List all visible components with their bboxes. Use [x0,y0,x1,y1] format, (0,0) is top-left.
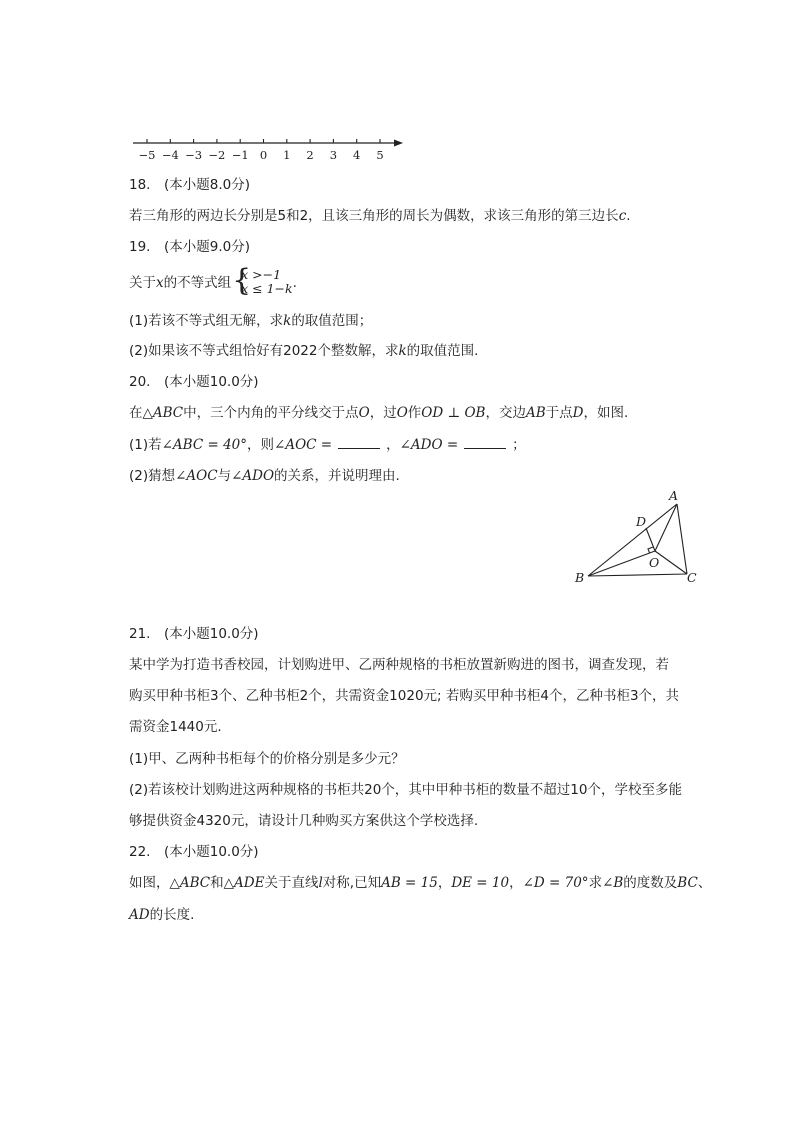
number-line-label: −4 [161,148,179,162]
q20-part1-a: (1)若 [129,437,162,453]
q20-point-o: O [358,405,370,421]
q19-intro [129,263,297,298]
side-ab [588,504,677,576]
q19-part2-a: (2)如果该不等式组恰好有2022个整数解，求 [129,343,399,359]
q22-text-7: 求 [588,875,603,891]
q18-text-body: 若三角形的两边长分别是5和2，且该三角形的周长为偶数，求该三角形的第三边长 [129,208,619,224]
q20-text-6: 于点 [545,405,573,421]
q22-text-2: 和 [210,875,224,891]
q22-statement-2 [129,906,194,924]
q20-part2-angle-ado: ∠ADO [231,468,275,484]
q20-part1-d: ； [512,437,526,453]
answer-blank-ado[interactable] [464,436,506,449]
q20-part1-c: ， [386,437,400,453]
system-row-1: x >−1 [241,267,282,282]
q18-var-c: c [618,208,627,224]
q22-text-3: 关于直线 [264,875,319,891]
label-d: D [636,514,647,529]
triangle-figure [568,486,708,590]
q20-header: 20. (本小题10.0分) [129,374,259,390]
q19-intro-end: . [292,275,297,291]
q22-angle-b: ∠B [602,875,624,891]
number-line [128,134,408,166]
q22-text-5: ， [437,875,452,891]
q20-part2-a: (2)猜想 [129,468,176,484]
q19-part1-var: k [283,313,292,329]
q21-part2-line-1: (2)若该校计划购进这两种规格的书柜共20个，其中甲种书柜的数量不超过10个，学校至多能 [129,782,682,798]
system-brace: { [232,263,252,298]
label-b: B [575,570,585,585]
q22-text-8: 的度数及 [623,875,678,891]
q22-ab-value: AB = 15 [381,875,438,891]
q19-part2-var: k [398,343,407,359]
q20-part2-c: 的关系，并说明理由. [274,468,400,484]
segment-oa [655,504,677,551]
q19-intro-b: 的不等式组 [163,275,232,291]
q19-part2-b: 的取值范围. [406,343,479,359]
q19-part1-b: 的取值范围； [291,313,373,329]
q18-text-end: . [626,208,631,224]
q20-text-7: ，如图. [583,405,629,421]
q20-text-1: 在 [129,405,143,421]
q19-var-x: x [156,275,164,291]
number-line-label: 5 [376,148,384,162]
q20-text-5: ，交边 [485,405,526,421]
q22-triangle-ade: △ADE [223,875,265,891]
q20-part1 [129,436,526,454]
q22-angle-d: ∠D = 70° [522,875,589,891]
number-line-label: −1 [231,148,249,162]
number-line-label: 3 [329,148,338,162]
q20-part2 [129,467,400,485]
q21-part2-line-2: 够提供资金4320元，请设计几种购买方案供这个学校选择. [129,813,479,829]
q20-point-d: D [572,405,584,421]
q20-part1-b: ，则 [247,437,275,453]
q19-intro-a: 关于 [129,275,156,291]
number-line-label: 1 [283,148,291,162]
number-line-label: 0 [259,148,268,162]
label-c: C [687,570,697,585]
q22-side-bc: BC [677,875,698,891]
q20-text-2: 中，三个内角的平分线交于点 [183,405,359,421]
number-line-label: −5 [138,148,156,162]
q20-triangle-abc: △ABC [142,405,184,421]
inequality-system [232,263,293,298]
number-line-label: −2 [208,148,226,162]
q22-text-1: 如图， [129,875,170,891]
q22-text-6: ， [509,875,523,891]
q18-text [129,207,631,225]
q18-header: 18. (本小题8.0分) [129,177,250,193]
q19-part2 [129,342,478,360]
label-o: O [649,555,660,570]
number-line-arrow [394,140,403,147]
q22-side-ad: AD [129,907,150,923]
q20-statement [129,404,628,422]
q22-header: 22. (本小题10.0分) [129,844,259,860]
q20-point-o-2: O [396,405,408,421]
number-line-label: 4 [353,148,361,162]
q22-text-10: 的长度. [149,907,195,923]
label-a: A [669,488,679,503]
q20-perpendicular: OD ⊥ OB [421,405,486,421]
q21-line-1: 某中学为打造书香校园，计划购进甲、乙两种规格的书柜放置新购进的图书，调查发现，若 [129,657,669,673]
number-line-label: −3 [185,148,203,162]
q20-angle-ado: ∠ADO = [399,437,459,453]
q19-header: 19. (本小题9.0分) [129,239,250,255]
q20-text-4: 作 [407,405,422,421]
q21-part1: (1)甲、乙两种书柜每个的价格分别是多少元？ [129,751,405,767]
q20-text-3: ，过 [369,405,397,421]
q20-angle-abc: ∠ABC = 40° [161,437,248,453]
system-row-2: x ≤ 1−k [241,281,293,296]
q20-angle-aoc: ∠AOC = [274,437,333,453]
q22-de-value: DE = 10 [451,875,510,891]
number-line-label: 2 [306,148,314,162]
q19-part1-a: (1)若该不等式组无解，求 [129,313,284,329]
segment-oc [655,551,687,574]
side-ac [677,504,687,574]
segment-bo [588,551,655,576]
q20-part2-angle-aoc: ∠AOC [175,468,218,484]
q22-text-4: 对称,已知 [322,875,382,891]
q21-header: 21. (本小题10.0分) [129,626,259,642]
q22-text-9: 、 [697,875,712,891]
q22-statement [129,874,711,892]
q20-side-ab: AB [525,405,546,421]
q21-line-2: 购买甲种书柜3个、乙种书柜2个，共需资金1020元; 若购买甲种书柜4个，乙种书柜3个，共 [129,688,680,704]
q19-part1 [129,312,372,330]
q22-triangle-abc: △ABC [169,875,211,891]
answer-blank-aoc[interactable] [338,436,380,449]
q20-part2-b: 与 [217,468,232,484]
q21-line-3: 需资金1440元. [129,719,222,735]
side-bc [588,574,687,576]
q22-line-l: l [318,875,323,891]
